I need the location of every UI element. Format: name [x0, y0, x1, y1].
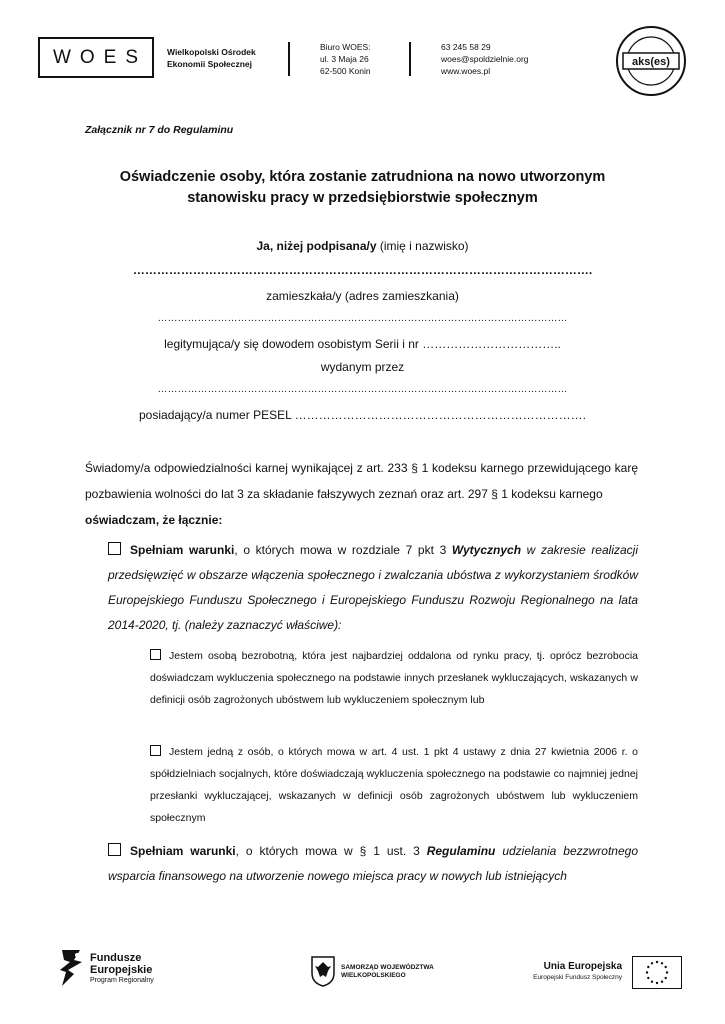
woes-logo: WOES	[38, 37, 154, 78]
akses-badge-icon	[615, 25, 687, 97]
wielkopolska-eagle-icon	[310, 955, 336, 987]
sub-2-checkbox[interactable]	[150, 745, 161, 756]
pesel-field[interactable]: posiadający/a numer PESEL ……………………………………………………………….	[139, 408, 586, 422]
eu-flag-icon	[632, 956, 682, 989]
website: www.woes.pl	[441, 66, 491, 76]
sub-1-checkbox[interactable]	[150, 649, 161, 660]
header-divider	[409, 42, 411, 76]
name-field[interactable]: …………………………………………………………………………………………………….	[132, 263, 593, 277]
declaration-text: oświadczam, że łącznie:	[85, 513, 223, 527]
document-title: Oświadczenie osoby, która zostanie zatrudniona na nowo utworzonym stanowisku pracy w przedsiębiorstwie społecznym	[119, 169, 606, 206]
org-name-line1: Wielkopolski Ośrodek	[167, 47, 256, 57]
condition-item-1: Spełniam warunki, o których mowa w rozdziale 7 pkt 3 Wytycznych w zakresie realizacji przedsięwzięć w obszarze włączenia społecznego i zwalczania ubóstwa z wykorzystaniem środków Europejskiego Funduszu Społecznego i Europejskiego Funduszu Rozwoju Regionalnego na lata 2014-2020, tj. (należy zaznaczyć właściwe):	[108, 543, 638, 632]
address-field[interactable]: ……………………………………………………………………………………………………………	[157, 313, 568, 324]
condition-2-checkbox[interactable]	[108, 843, 121, 856]
samorzad-text: SAMORZĄD WOJEWÓDZTWA WIELKOPOLSKIEGO	[341, 964, 434, 979]
id-field[interactable]: legitymująca/y się dowodem osobistym Serii i nr ……………………………..	[164, 337, 561, 351]
org-name	[167, 46, 256, 70]
header-divider	[288, 42, 290, 76]
svg-text:aks(es): aks(es)	[632, 56, 670, 68]
office-address: Biuro WOES: ul. 3 Maja 26 62-500 Konin	[320, 42, 371, 76]
sub-item-2: Jestem jedną z osób, o których mowa w art. 4 ust. 1 pkt 4 ustawy z dnia 27 kwietnia 2006 r. o spółdzielniach socjalnych, które doświadczają wykluczenia społecznego na podstawie co najmniej jednej przesłanki wykluczającej, wskazanych w definicji osób zagrożonych ubóstwem lub wykluczeniem społecznym	[150, 746, 638, 824]
unia-europejska-text: Unia Europejska Europejski Fundusz Społeczny	[533, 961, 622, 981]
sub-item-1: Jestem osobą bezrobotną, która jest najbardziej oddalona od rynku pracy, tj. oprócz bezrobocia doświadczam wykluczenia społecznego na podstawie innych przesłanek wykluczających, wskazanych w definicji osób zagrożonych ubóstwem lub wykluczeniem społecznym lub	[150, 650, 638, 706]
fundusze-europejskie-text: Fundusze Europejskie Program Regionalny	[90, 952, 154, 984]
issued-field[interactable]: ……………………………………………………………………………………………………………	[157, 384, 568, 395]
awareness-paragraph: Świadomy/a odpowiedzialności karnej wynikającej z art. 233 § 1 kodeksu karnego przewidującego karę pozbawienia wolności do lat 3 za składanie fałszywych zeznań oraz art. 297 § 1 kodeksu karnego oświadczam, że łącznie:	[85, 461, 638, 527]
email: woes@spoldzielnie.org	[441, 54, 529, 64]
name-label: Ja, niżej podpisana/y (imię i nazwisko)	[256, 239, 469, 253]
address-label: zamieszkała/y (adres zamieszkania)	[266, 289, 459, 303]
org-name-line2: Ekonomii Społecznej	[167, 59, 253, 69]
contact-info	[441, 41, 529, 77]
phone: 63 245 58 29	[441, 42, 491, 52]
condition-1-checkbox[interactable]	[108, 542, 121, 555]
condition-item-2: Spełniam warunki, o których mowa w § 1 ust. 3 Regulaminu udzielania bezzwrotnego wsparcia finansowego na utworzenie nowego miejsca pracy w nowych lub istniejących	[108, 844, 639, 883]
issued-label: wydanym przez	[320, 360, 405, 374]
fundusze-europejskie-logo-icon	[60, 948, 84, 988]
annex-label: Załącznik nr 7 do Regulaminu	[85, 124, 234, 136]
